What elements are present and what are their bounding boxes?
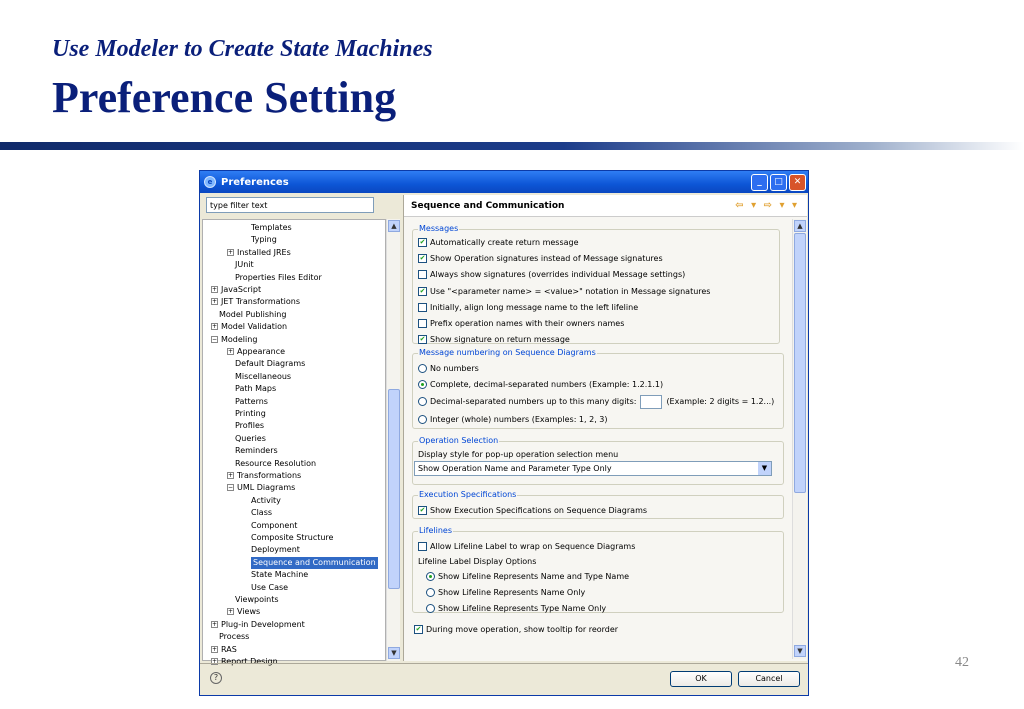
tree-item[interactable] (251, 582, 288, 594)
wrap-label-checkbox[interactable]: Allow Lifeline Label to wrap on Sequence Diagrams (418, 541, 635, 552)
tree-item-label: Queries (235, 433, 266, 443)
tree-item-label: Use Case (251, 582, 289, 592)
tree-item[interactable] (251, 557, 378, 569)
tree-item[interactable] (211, 284, 261, 296)
tree-item[interactable] (235, 420, 264, 432)
tree-item-label: Transformations (237, 471, 302, 480)
tree-item-label: Plug-in Development (221, 619, 305, 629)
message-option-checkbox[interactable]: Initially, align long message name to the left lifeline (418, 302, 638, 313)
operation-label: Display style for pop-up operation selection menu (418, 450, 619, 459)
tree-item[interactable] (251, 234, 277, 246)
tree-item[interactable] (235, 259, 254, 271)
message-option-checkbox[interactable]: ✔ Show Operation signatures instead of Message signatures (419, 254, 663, 264)
tree-item[interactable] (235, 458, 316, 470)
expand-toggle-icon[interactable]: + (212, 298, 218, 306)
tree-item[interactable] (219, 631, 249, 643)
expand-toggle-icon[interactable]: + (212, 323, 218, 331)
tooltip-checkbox[interactable]: ✔ During move operation, show tooltip for reorder (415, 625, 619, 634)
expand-toggle-icon[interactable]: − (228, 484, 234, 492)
window-title: Preferences (221, 176, 289, 188)
expand-toggle-icon[interactable]: + (228, 472, 234, 479)
lifelines-legend: Lifelines (419, 526, 453, 535)
tree-item-label: Views (237, 607, 261, 617)
tree-item-label: UML Diagrams (237, 483, 296, 493)
tree-item[interactable] (219, 309, 286, 321)
integer-numbers-radio[interactable]: Integer (whole) numbers (Examples: 1, 2, 3) (418, 414, 608, 425)
expand-toggle-icon[interactable]: + (228, 348, 234, 355)
tree-item-label: Class (251, 508, 273, 518)
tree-item[interactable] (235, 272, 322, 284)
expand-toggle-icon[interactable]: − (212, 335, 218, 343)
tree-item-label: RAS (221, 644, 237, 654)
tree-item-label: Resource Resolution (235, 458, 317, 468)
tree-item-label: Model Publishing (219, 309, 287, 319)
filter-input[interactable] (206, 197, 374, 213)
tree-item-label: JET Transformations (221, 297, 301, 307)
tree-item-label: Typing (251, 235, 277, 245)
message-option-checkbox[interactable]: ✔ Use "<parameter name> = <value>" notation in Message signatures (419, 286, 711, 296)
tree-item-label: State Machine (251, 570, 309, 580)
expand-toggle-icon[interactable]: + (228, 248, 234, 256)
tree-item[interactable] (211, 296, 300, 308)
tree-item[interactable] (235, 445, 278, 457)
tree-scroll-up-button[interactable]: ▲ (388, 220, 400, 232)
slide-subtitle: Use Modeler to Create State Machines (52, 36, 433, 62)
preference-tree[interactable] (202, 219, 386, 666)
tree-item-label: Model Validation (221, 322, 288, 332)
tree-item-label: Templates (251, 223, 292, 232)
tree-item-label: Composite Structure (251, 533, 334, 542)
title-rule (0, 142, 1024, 150)
tree-item[interactable] (211, 334, 257, 346)
complete-numbers-radio[interactable]: Complete, decimal-separated numbers (Example: 1.2.1.1) (418, 379, 663, 390)
tree-item[interactable] (251, 222, 292, 234)
execution-legend: Execution Specifications (419, 490, 517, 499)
chevron-down-icon[interactable]: ▼ (758, 462, 771, 475)
minimize-button[interactable]: _ (751, 174, 768, 191)
tree-item[interactable] (211, 644, 237, 656)
expand-toggle-icon[interactable]: + (212, 658, 218, 665)
left-pane (202, 195, 400, 666)
tree-item-label: Sequence and Communication (253, 557, 376, 567)
tree-item-label: Reminders (235, 446, 278, 456)
tree-item[interactable] (235, 383, 276, 395)
messages-legend: Messages (419, 224, 459, 233)
tree-item-label: Default Diagrams (235, 359, 306, 369)
tree-item-label: Activity (251, 495, 281, 505)
operation-legend: Operation Selection (419, 436, 499, 445)
tree-item[interactable] (251, 532, 333, 544)
preferences-window (199, 170, 809, 696)
settings-scroll-up-button[interactable]: ▲ (794, 220, 806, 232)
message-option-checkbox[interactable]: Prefix operation names with their owners names (418, 318, 624, 329)
tree-item[interactable] (211, 321, 287, 333)
window-titlebar[interactable] (200, 171, 808, 193)
tree-item[interactable] (251, 520, 297, 532)
expand-toggle-icon[interactable]: + (212, 286, 218, 293)
decimal-numbers-radio[interactable]: Decimal-separated numbers up to this many digits: (Example: 2 digits = 1.2...) (418, 394, 774, 410)
tree-scroll-thumb[interactable] (388, 389, 400, 589)
button-bar (200, 663, 808, 695)
tree-item[interactable] (235, 433, 266, 445)
operation-style-select[interactable]: Show Operation Name and Parameter Type Only ▼ (414, 461, 772, 476)
tree-item-label: Viewpoints (235, 595, 279, 604)
settings-scrollbar[interactable] (792, 219, 806, 659)
page-header (404, 195, 807, 217)
tree-item[interactable] (251, 544, 300, 556)
tree-item-label: Path Maps (235, 384, 277, 394)
message-option-checkbox[interactable]: ✔ Show signature on return message (419, 335, 570, 345)
tree-item[interactable] (227, 470, 301, 482)
tree-item[interactable] (235, 594, 279, 606)
tree-item[interactable] (251, 495, 281, 507)
settings-scroll-down-button[interactable]: ▼ (794, 645, 806, 657)
maximize-button[interactable]: □ (770, 174, 787, 191)
execution-checkbox[interactable]: ✔ Show Execution Specifications on Sequence Diagrams (419, 506, 648, 515)
tree-item-label: Deployment (251, 545, 300, 555)
tree-item-label: Miscellaneous (235, 371, 292, 381)
tree-item[interactable] (235, 371, 291, 383)
tree-scroll-down-button[interactable]: ▼ (388, 647, 400, 659)
tree-item[interactable] (251, 569, 308, 581)
message-option-checkbox[interactable]: Always show signatures (overrides individual Message settings) (418, 269, 685, 280)
settings-content (404, 219, 792, 659)
tree-item-label: Component (251, 520, 298, 530)
name-only-radio[interactable]: Show Lifeline Represents Name Only (426, 587, 585, 598)
slide-number: 42 (955, 655, 969, 670)
tree-item[interactable] (211, 619, 305, 631)
tree-item-label: Appearance (237, 347, 286, 356)
close-button[interactable]: ✕ (789, 174, 806, 191)
cancel-button[interactable]: Cancel (738, 671, 800, 687)
numbering-legend: Message numbering on Sequence Diagrams (419, 348, 596, 357)
tree-item[interactable] (235, 408, 266, 420)
message-option-checkbox[interactable]: ✔ Automatically create return message (419, 238, 579, 247)
tree-scrollbar[interactable] (386, 219, 400, 661)
tree-item-label: Modeling (221, 334, 258, 344)
name-type-radio[interactable]: Show Lifeline Represents Name and Type Name (426, 571, 629, 582)
tree-item-label: Installed JREs (237, 247, 291, 257)
expand-toggle-icon[interactable]: + (212, 620, 218, 628)
expand-toggle-icon[interactable]: + (212, 645, 218, 653)
tree-item[interactable] (251, 507, 272, 519)
tree-item[interactable] (227, 346, 285, 358)
slide-title: Preference Setting (52, 73, 397, 122)
tree-item-label: JUnit (235, 260, 254, 270)
tree-item-label: JavaScript (221, 285, 262, 294)
type-only-radio[interactable]: Show Lifeline Represents Type Name Only (426, 603, 606, 614)
lifeline-display-label: Lifeline Label Display Options (418, 557, 537, 566)
tree-item-label: Properties Files Editor (235, 272, 322, 282)
ok-button[interactable]: OK (670, 671, 732, 687)
tree-item[interactable] (235, 358, 305, 370)
no-numbers-radio[interactable]: No numbers (418, 363, 479, 374)
tree-item[interactable] (227, 247, 291, 259)
history-nav[interactable]: ⇦ ▾ ⇨ ▾ ▾ (735, 200, 799, 211)
tree-item-label: Report Design (221, 657, 278, 666)
expand-toggle-icon[interactable]: + (228, 608, 234, 616)
tree-item[interactable] (227, 606, 260, 618)
help-icon[interactable]: ? (210, 672, 222, 684)
tree-item-label: Profiles (235, 421, 265, 431)
settings-scroll-thumb[interactable] (794, 233, 806, 493)
tree-item-label: Patterns (235, 396, 268, 406)
tree-item[interactable] (235, 396, 268, 408)
eclipse-icon: e (204, 176, 216, 188)
right-pane (403, 195, 807, 661)
digits-input[interactable] (640, 395, 662, 409)
tree-item-label: Process (219, 632, 250, 642)
tree-item[interactable] (227, 482, 295, 494)
tree-item-label: Printing (235, 409, 266, 418)
page-title: Sequence and Communication (411, 200, 565, 211)
